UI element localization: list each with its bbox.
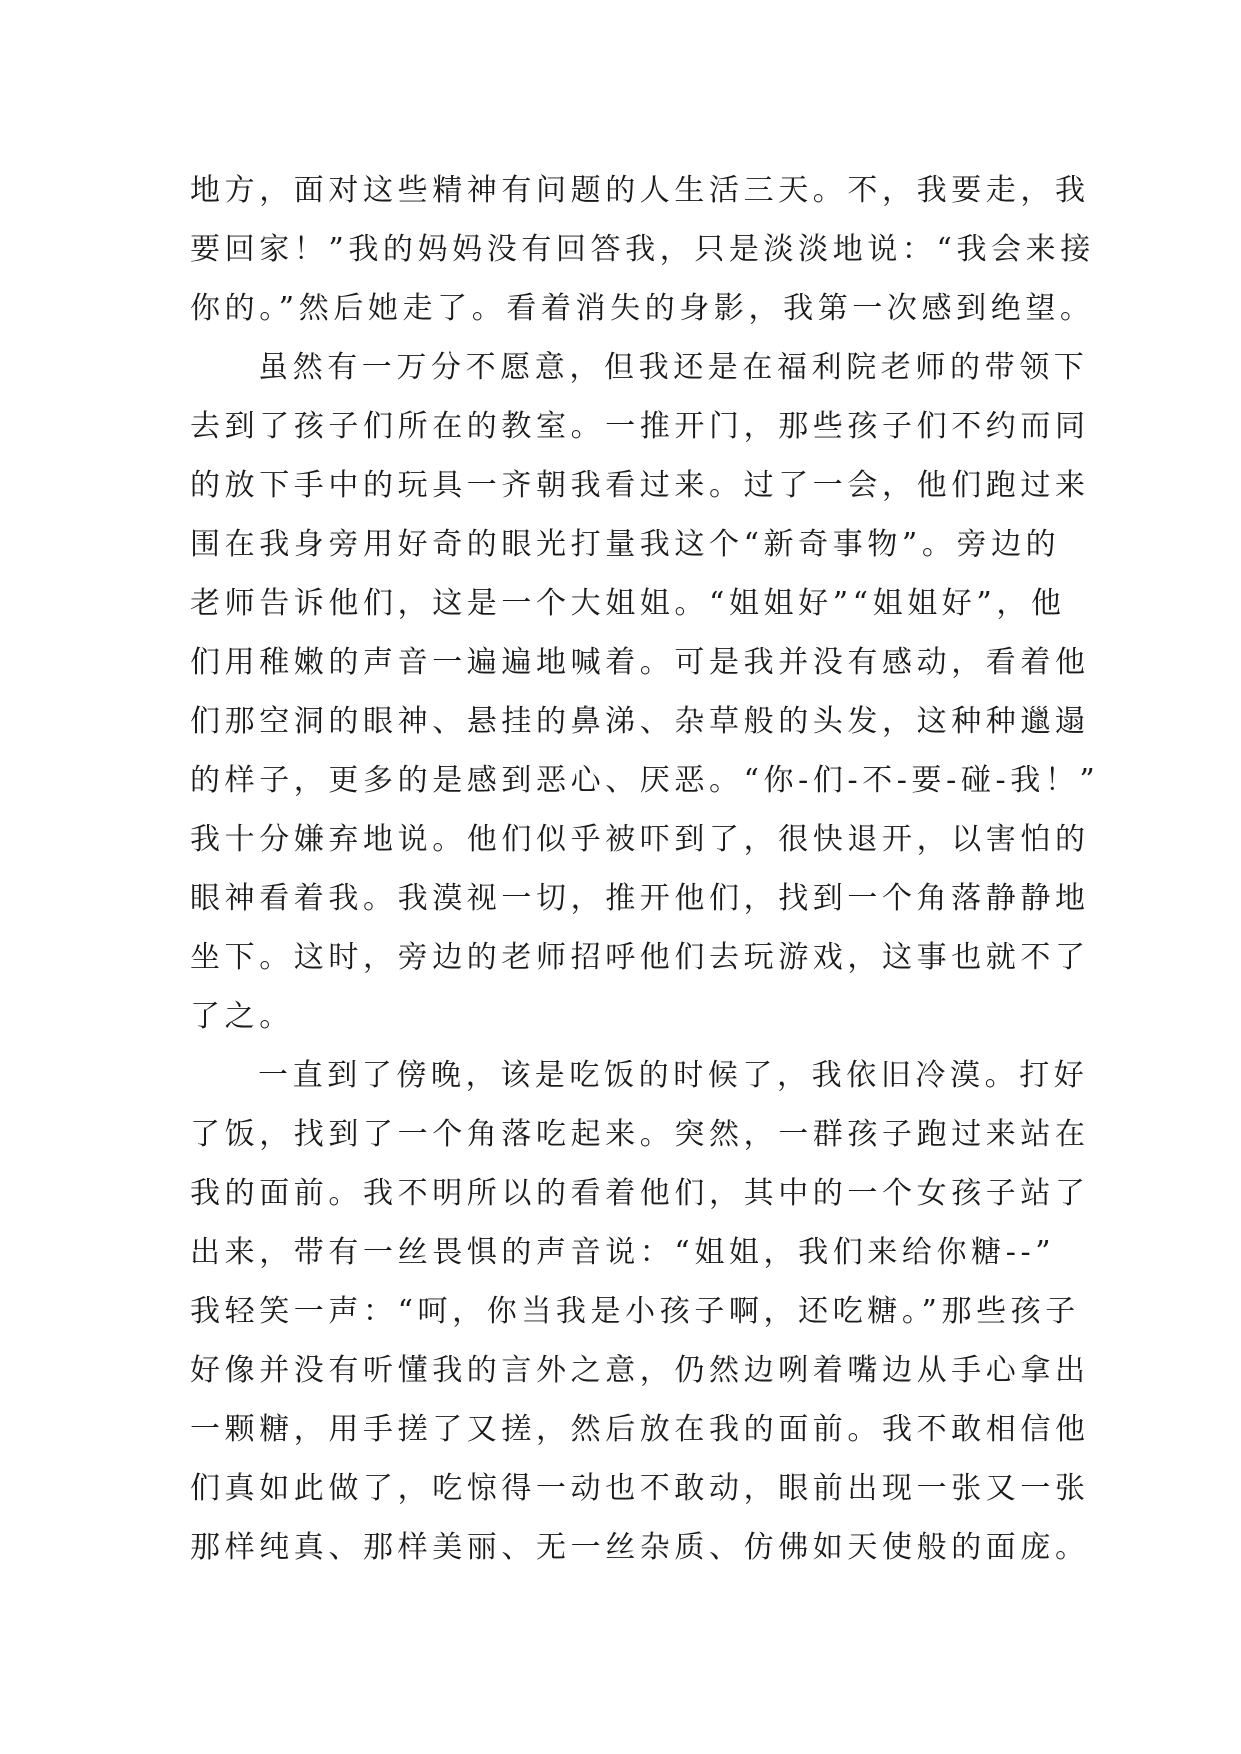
text-line: 们用稚嫩的声音一遍遍地喊着。可是我并没有感动，看着他 [190, 645, 1090, 680]
paragraph-2 [190, 338, 1100, 1046]
text-line: 的放下手中的玩具一齐朝我看过来。过了一会，他们跑过来 [190, 468, 1090, 503]
text-line: 地方，面对这些精神有问题的人生活三天。不，我要走，我 [190, 173, 1090, 208]
text-line: 了之。 [190, 999, 294, 1034]
text-line: 老师告诉他们，这是一个大姐姐。“姐姐好”“姐姐好”，他 [190, 586, 1066, 621]
text-line: 们真如此做了，吃惊得一动也不敢动，眼前出现一张又一张 [190, 1471, 1090, 1506]
paragraph-1 [190, 161, 1095, 338]
text-line: 出来，带有一丝畏惧的声音说：“姐姐，我们来给你糖--” [190, 1235, 1056, 1270]
text-line: 的样子，更多的是感到恶心、厌恶。“你-们-不-要-碰-我！” [190, 763, 1100, 798]
text-line: 要回家！”我的妈妈没有回答我，只是淡淡地说：“我会来接 [190, 232, 1095, 267]
text-line: 坐下。这时，旁边的老师招呼他们去玩游戏，这事也就不了 [190, 940, 1090, 975]
text-line: 虽然有一万分不愿意，但我还是在福利院老师的带领下 [258, 350, 1089, 385]
text-line: 眼神看着我。我漠视一切，推开他们，找到一个角落静静地 [190, 881, 1090, 916]
text-line: 好像并没有听懂我的言外之意，仍然边咧着嘴边从手心拿出 [190, 1353, 1090, 1388]
text-line: 一颗糖，用手搓了又搓，然后放在我的面前。我不敢相信他 [190, 1412, 1090, 1447]
text-line: 一直到了傍晚，该是吃饭的时候了，我依旧冷漠。打好 [258, 1058, 1089, 1093]
text-line: 了饭，找到了一个角落吃起来。突然，一群孩子跑过来站在 [190, 1117, 1090, 1152]
text-line: 们那空洞的眼神、悬挂的鼻涕、杂草般的头发，这种种邋遢 [190, 704, 1090, 739]
paragraph-3 [190, 1046, 1090, 1577]
text-line: 那样纯真、那样美丽、无一丝杂质、仿佛如天使般的面庞。 [190, 1530, 1090, 1565]
text-line: 去到了孩子们所在的教室。一推开门，那些孩子们不约而同 [190, 409, 1090, 444]
text-line: 围在我身旁用好奇的眼光打量我这个“新奇事物”。旁边的 [190, 527, 1061, 562]
text-line: 我轻笑一声：“呵，你当我是小孩子啊，还吃糖。”那些孩子 [190, 1294, 1080, 1329]
body-text [190, 161, 1100, 1577]
text-line: 你的。”然后她走了。看着消失的身影，我第一次感到绝望。 [190, 291, 1095, 326]
text-line: 我十分嫌弃地说。他们似乎被吓到了，很快退开，以害怕的 [190, 822, 1090, 857]
text-line: 我的面前。我不明所以的看着他们，其中的一个女孩子站了 [190, 1176, 1090, 1211]
